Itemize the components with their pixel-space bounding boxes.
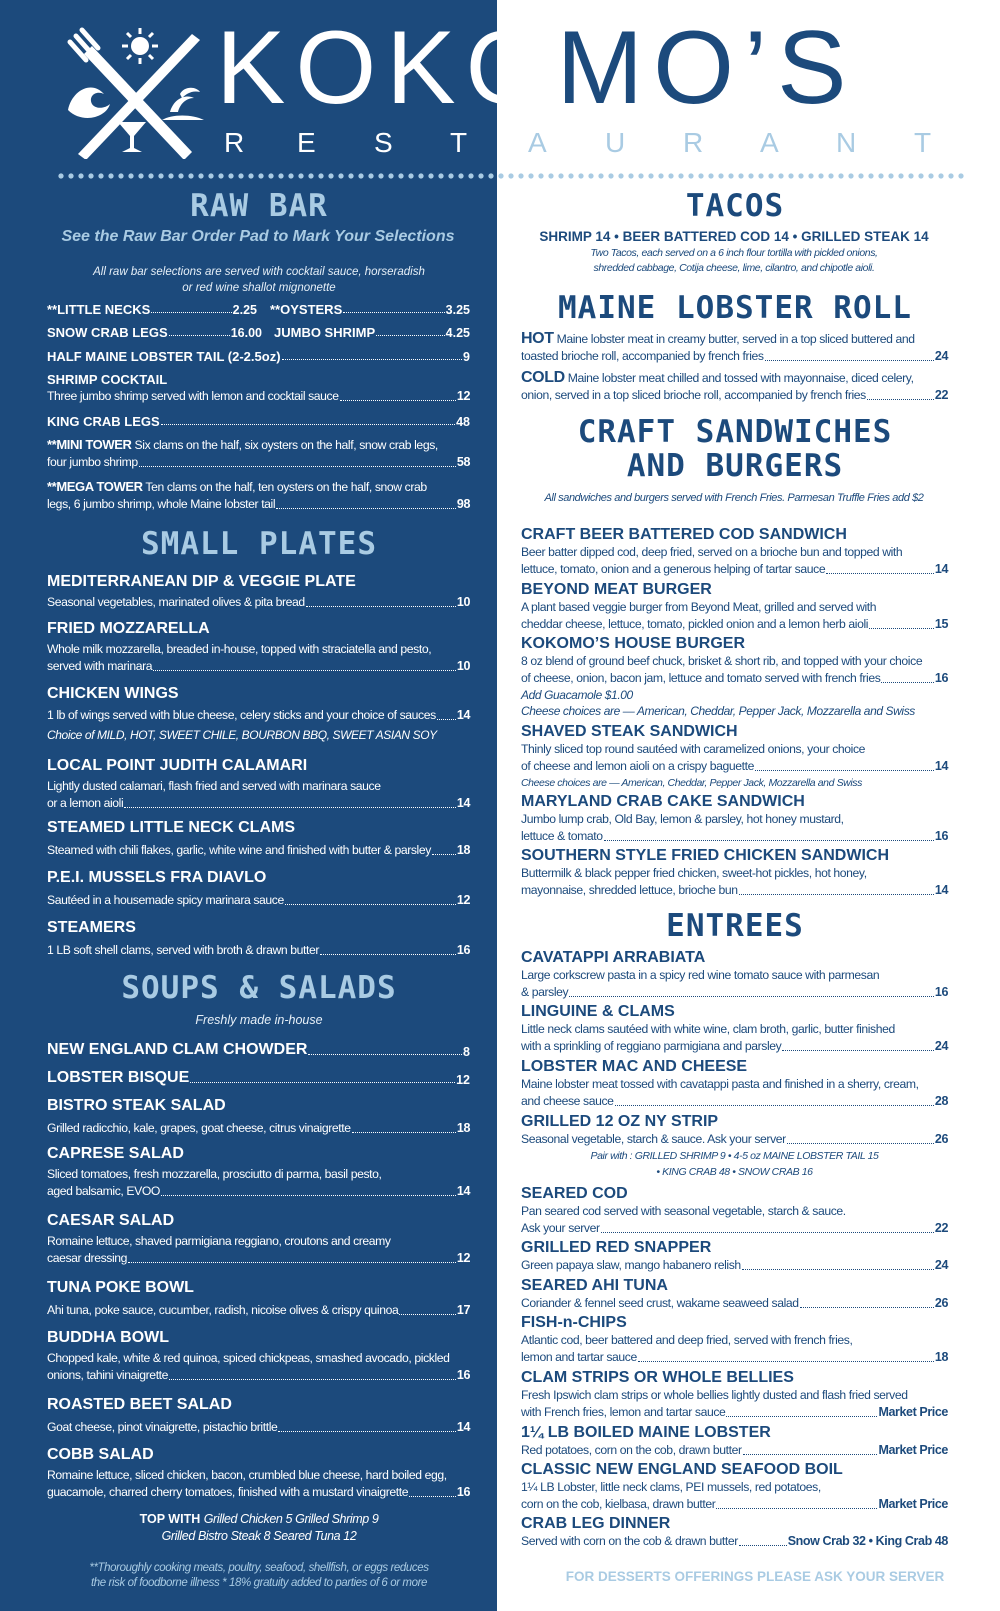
item-price: 26 xyxy=(934,1296,948,1310)
restaurant-name xyxy=(216,10,956,126)
item-description: Ask your server xyxy=(521,1221,600,1235)
item-price: 14 xyxy=(456,796,470,810)
item-description: Red potatoes, corn on the cob, drawn butter xyxy=(521,1443,742,1457)
item-description: Atlantic cod, beer battered and deep fried, served with french fries, xyxy=(521,1333,853,1347)
tacos-description-2: shredded cabbage, Cotija cheese, lime, cilantro, and chipotle aioli. xyxy=(593,262,875,274)
entree-item xyxy=(521,1514,948,1550)
raw-item-mini-tower xyxy=(47,436,470,471)
soup-salad-item xyxy=(47,1040,470,1059)
item-name: NEW ENGLAND CLAM CHOWDER xyxy=(47,1041,308,1058)
item-note: Cheese choices are — American, Cheddar, Pepper Jack, Mozzarella and Swiss xyxy=(521,704,915,718)
subtitle-letter: A xyxy=(528,127,547,158)
item-description: 1 lb of wings served with blue cheese, celery sticks and your choice of sauces xyxy=(47,708,436,722)
item-price: 28 xyxy=(934,1094,948,1108)
sandwiches-title-2: AND BURGERS xyxy=(626,448,844,484)
item-price: 12 xyxy=(456,1251,470,1265)
item-name: P.E.I. MUSSELS FRA DIAVLO xyxy=(47,869,267,886)
entree-item xyxy=(521,1112,948,1180)
entrees-title: ENTREES xyxy=(666,908,804,944)
item-note: Choice of MILD, HOT, SWEET CHILE, BOURBON BBQ, SWEET ASIAN SOY xyxy=(47,728,437,742)
item-description: lemon and tartar sauce xyxy=(521,1350,637,1364)
sandwich-item xyxy=(521,525,948,578)
item-name: BISTRO STEAK SALAD xyxy=(47,1097,226,1114)
item-price: 14 xyxy=(456,1184,470,1198)
item-description: Little neck clams sautéed with white wine, clam broth, garlic, butter finished xyxy=(521,1022,895,1036)
soup-salad-item xyxy=(47,1328,470,1384)
item-description: Ahi tuna, poke sauce, cucumber, radish, nicoise olives & crispy quinoa xyxy=(47,1303,399,1317)
item-description: Pan seared cod served with seasonal vegetable, starch & sauce. xyxy=(521,1204,846,1218)
pair-with-line-2: • KING CRAB 48 • SNOW CRAB 16 xyxy=(656,1166,813,1178)
item-price: 24 xyxy=(934,349,948,363)
item-name: KING CRAB LEGS xyxy=(47,414,160,429)
soup-salad-item xyxy=(47,1068,470,1087)
item-price: 22 xyxy=(934,388,948,402)
item-price: 10 xyxy=(456,659,470,673)
item-name: BEYOND MEAT BURGER xyxy=(521,581,712,598)
item-description: of cheese and lemon aioli on a crispy baguette xyxy=(521,759,754,773)
item-description: Ten clams on the half, ten oysters on the half, snow crab xyxy=(145,480,427,494)
item-description: Grilled radicchio, kale, grapes, goat cheese, citrus vinaigrette xyxy=(47,1121,351,1135)
small-plate-item xyxy=(47,619,470,675)
soup-salad-item xyxy=(47,1278,470,1319)
soup-salad-item xyxy=(47,1445,470,1501)
item-price: 14 xyxy=(934,562,948,576)
item-description: four jumbo shrimp xyxy=(47,455,138,469)
entree-item xyxy=(521,1238,948,1274)
item-name: SEARED COD xyxy=(521,1185,628,1202)
item-price: 14 xyxy=(456,708,470,722)
small-plate-item xyxy=(47,818,470,859)
item-name: LINGUINE & CLAMS xyxy=(521,1003,675,1020)
palm-island-icon xyxy=(162,88,204,120)
item-description: 8 oz blend of ground beef chuck, brisket & short rib, and topped with your choice xyxy=(521,654,923,668)
item-price: 48 xyxy=(456,415,470,429)
item-price: 16 xyxy=(934,671,948,685)
item-description: & parsley xyxy=(521,985,569,999)
item-price: 12 xyxy=(456,389,470,403)
small-plate-item xyxy=(47,918,470,959)
item-description: cheddar cheese, lettuce, tomato, pickled onion and a lemon herb aioli xyxy=(521,617,869,631)
item-price: 3.25 xyxy=(445,303,470,317)
item-name: BUDDHA BOWL xyxy=(47,1329,170,1346)
item-price: 8 xyxy=(463,1045,470,1059)
tacos-title: TACOS xyxy=(685,188,785,224)
entree-item xyxy=(521,1057,948,1110)
item-description: caesar dressing xyxy=(47,1251,128,1265)
drink-icon xyxy=(118,122,146,152)
sun-icon xyxy=(122,28,158,64)
subtitle-letter: R xyxy=(224,127,245,158)
item-description: Maine lobster meat tossed with cavatappi pasta and finished in a sherry, cream, xyxy=(521,1077,919,1091)
subtitle-letter: U xyxy=(605,127,626,158)
item-description: mayonnaise, shredded lettuce, brioche bun xyxy=(521,883,738,897)
item-description: Buttermilk & black pepper fried chicken, sweet-hot pickles, hot honey, xyxy=(521,866,867,880)
item-name: KOKOMO’S HOUSE BURGER xyxy=(521,635,746,652)
item-description: onion, served in a top sliced brioche roll, accompanied by french fries xyxy=(521,388,866,402)
item-price: Snow Crab 32 • King Crab 48 xyxy=(787,1534,948,1548)
raw-bar-note-2: or red wine shallot mignonette xyxy=(182,282,336,294)
item-description: Goat cheese, pinot vinaigrette, pistachio brittle xyxy=(47,1420,278,1434)
item-name: **LITTLE NECKS xyxy=(47,302,151,317)
item-name: **OYSTERS xyxy=(270,302,343,317)
item-name: 1¼ LB BOILED MAINE LOBSTER xyxy=(521,1424,771,1441)
item-description: Sliced tomatoes, fresh mozzarella, prosciutto di parma, basil pesto, xyxy=(47,1167,382,1181)
item-description: Romaine lettuce, shaved parmigiana reggiano, croutons and creamy xyxy=(47,1234,391,1248)
dotted-divider xyxy=(56,172,966,180)
food-safety-note-2: the risk of foodborne illness * 18% gratuity added to parties of 6 or more xyxy=(90,1577,428,1589)
raw-bar-subtitle: See the Raw Bar Order Pad to Mark Your Selections xyxy=(61,228,455,245)
item-price: 16 xyxy=(456,1368,470,1382)
item-price: 18 xyxy=(456,1121,470,1135)
item-name: JUMBO SHRIMP xyxy=(274,325,376,340)
item-description: A plant based veggie burger from Beyond Meat, grilled and served with xyxy=(521,600,877,614)
item-description: Thinly sliced top round sautéed with caramelized onions, your choice xyxy=(521,742,866,756)
item-name: HALF MAINE LOBSTER TAIL (2-2.5oz) xyxy=(47,349,281,364)
sandwich-item xyxy=(521,846,948,899)
item-name: STEAMERS xyxy=(47,919,136,936)
item-description: 1 LB soft shell clams, served with broth & drawn butter xyxy=(47,943,319,957)
item-name: CRAB LEG DINNER xyxy=(521,1515,671,1532)
item-description: onions, tahini vinaigrette xyxy=(47,1368,169,1382)
item-description: legs, 6 jumbo shrimp, whole Maine lobster tail xyxy=(47,497,276,511)
food-safety-note-1: **Thoroughly cooking meats, poultry, seafood, shellfish, or eggs reduces xyxy=(89,1562,429,1574)
item-name: CLASSIC NEW ENGLAND SEAFOOD BOIL xyxy=(521,1461,843,1478)
subtitle-letter: T xyxy=(914,127,932,158)
lobster-roll-hot xyxy=(521,330,948,365)
item-name: ROASTED BEET SALAD xyxy=(47,1396,232,1413)
item-note: Cheese choices are — American, Cheddar, Pepper Jack, Mozzarella and Swiss xyxy=(521,777,863,789)
item-description: Steamed with chili flakes, garlic, white wine and finished with butter & parsley xyxy=(47,843,431,857)
item-name: FISH-n-CHIPS xyxy=(521,1314,627,1331)
item-description: Maine lobster meat chilled and tossed with mayonnaise, diced celery, xyxy=(567,371,914,385)
raw-item-oysters xyxy=(270,302,470,317)
item-name: SHAVED STEAK SANDWICH xyxy=(521,723,738,740)
entree-item xyxy=(521,1313,948,1366)
item-name: SEARED AHI TUNA xyxy=(521,1277,668,1294)
small-plates-title: SMALL PLATES xyxy=(141,526,377,562)
raw-item-half-lobster xyxy=(47,349,470,364)
raw-bar-note-1: All raw bar selections are served with cocktail sauce, horseradish xyxy=(93,266,425,278)
top-with-addons xyxy=(48,1511,470,1528)
item-name: MEDITERRANEAN DIP & VEGGIE PLATE xyxy=(47,573,356,590)
item-description: Six clams on the half, six oysters on the half, snow crab legs, xyxy=(134,438,438,452)
tacos-description-1: Two Tacos, each served on a 6 inch flour tortilla with pickled onions, xyxy=(590,247,878,259)
item-description: lettuce & tomato xyxy=(521,829,603,843)
pair-with-line-1: Pair with : GRILLED SHRIMP 9 • 4-5 oz MAINE LOBSTER TAIL 15 xyxy=(590,1150,879,1162)
item-price: 98 xyxy=(456,497,470,511)
item-description: Romaine lettuce, sliced chicken, bacon, crumbled blue cheese, hard boiled egg, xyxy=(47,1468,447,1482)
item-name: GRILLED 12 OZ NY STRIP xyxy=(521,1113,719,1130)
item-name: LOBSTER BISQUE xyxy=(47,1069,190,1086)
soup-salad-item xyxy=(47,1395,470,1436)
subtitle-letter: S xyxy=(374,127,393,158)
soups-salads-title: SOUPS & SALADS xyxy=(121,970,397,1006)
sandwich-item xyxy=(521,792,948,845)
item-description: Served with corn on the cob & drawn butter xyxy=(521,1534,738,1548)
item-price: 16 xyxy=(456,943,470,957)
brand-name-left: KOKO xyxy=(216,10,557,126)
item-description: Whole milk mozzarella, breaded in-house, topped with straciatella and pesto, xyxy=(47,642,432,656)
cold-label: COLD xyxy=(521,369,565,386)
item-price: 14 xyxy=(934,883,948,897)
item-description: Chopped kale, white & red quinoa, spiced chickpeas, smashed avocado, pickled xyxy=(47,1351,450,1365)
subtitle-letter: R xyxy=(683,127,704,158)
logo xyxy=(62,24,212,159)
item-description: lettuce, tomato, onion and a generous helping of tartar sauce xyxy=(521,562,826,576)
item-description: guacamole, charred cherry tomatoes, finished with a mustard vinaigrette xyxy=(47,1485,409,1499)
top-with-line-1: Grilled Chicken 5 Grilled Shrimp 9 xyxy=(203,1512,379,1526)
soup-salad-item xyxy=(47,1211,470,1267)
small-plate-item xyxy=(47,868,470,909)
item-price: 24 xyxy=(934,1039,948,1053)
item-description: Lightly dusted calamari, flash fried and served with marinara sauce xyxy=(47,779,381,793)
item-description: aged balsamic, EVOO xyxy=(47,1184,160,1198)
item-price: 14 xyxy=(456,1420,470,1434)
restaurant-subtitle xyxy=(224,128,954,158)
item-description: Large corkscrew pasta in a spicy red wine tomato sauce with parmesan xyxy=(521,968,880,982)
small-plate-item xyxy=(47,756,470,812)
item-price: 9 xyxy=(463,350,470,364)
item-description: or a lemon aioli xyxy=(47,796,124,810)
item-name: CAESAR SALAD xyxy=(47,1212,175,1229)
item-description: Jumbo lump crab, Old Bay, lemon & parsley, hot honey mustard, xyxy=(521,812,844,826)
item-price: 22 xyxy=(934,1221,948,1235)
item-price: 24 xyxy=(934,1258,948,1272)
raw-item-king-crab xyxy=(47,414,470,429)
soups-salads-subtitle: Freshly made in-house xyxy=(195,1013,323,1027)
small-plate-item xyxy=(47,572,470,611)
entree-item xyxy=(521,1368,948,1421)
item-name: TUNA POKE BOWL xyxy=(47,1279,194,1296)
item-price: 16 xyxy=(934,985,948,999)
hot-label: HOT xyxy=(521,330,554,347)
item-description: Maine lobster meat in creamy butter, served in a top sliced buttered and xyxy=(556,332,915,346)
item-description: Seasonal vegetable, starch & sauce. Ask your server xyxy=(521,1132,786,1146)
item-description: toasted brioche roll, accompanied by french fries xyxy=(521,349,764,363)
item-price: Market Price xyxy=(878,1443,948,1457)
item-description: and cheese sauce xyxy=(521,1094,614,1108)
item-price: Market Price xyxy=(878,1497,948,1511)
item-description: Green papaya slaw, mango habanero relish xyxy=(521,1258,741,1272)
item-name: GRILLED RED SNAPPER xyxy=(521,1239,712,1256)
item-name: COBB SALAD xyxy=(47,1446,154,1463)
item-description: of cheese, onion, bacon jam, lettuce and tomato served with french fries xyxy=(521,671,881,685)
top-with-line-2: Grilled Bistro Steak 8 Seared Tuna 12 xyxy=(161,1529,357,1543)
item-name: LOBSTER MAC AND CHEESE xyxy=(521,1058,748,1075)
entree-item xyxy=(521,1276,948,1312)
item-price: 14 xyxy=(934,759,948,773)
item-price: 4.25 xyxy=(445,326,470,340)
item-description: 1¼ LB Lobster, little neck clams, PEI mussels, red potatoes, xyxy=(521,1480,821,1494)
item-price: Market Price xyxy=(878,1405,948,1419)
item-description: Seasonal vegetables, marinated olives & pita bread xyxy=(47,595,305,609)
item-price: 12 xyxy=(456,1073,470,1087)
item-price: 16 xyxy=(934,829,948,843)
sandwich-item xyxy=(521,580,948,633)
item-price: 10 xyxy=(456,595,470,609)
item-description: Three jumbo shrimp served with lemon and cocktail sauce xyxy=(47,389,339,403)
item-name: CAVATAPPI ARRABIATA xyxy=(521,949,706,966)
soup-salad-item xyxy=(47,1144,470,1200)
raw-item-jumbo-shrimp xyxy=(274,325,470,340)
raw-bar-title: RAW BAR xyxy=(190,188,328,224)
item-name: SNOW CRAB LEGS xyxy=(47,325,168,340)
item-price: 16.00 xyxy=(230,326,262,340)
subtitle-letter: T xyxy=(450,127,468,158)
item-description: with French fries, lemon and tartar sauce xyxy=(521,1405,726,1419)
item-name: STEAMED LITTLE NECK CLAMS xyxy=(47,819,295,836)
sandwich-item xyxy=(521,722,948,791)
sandwich-item xyxy=(521,634,948,719)
lobster-roll-title: MAINE LOBSTER ROLL xyxy=(558,290,912,326)
raw-item-mega-tower xyxy=(47,478,470,513)
item-name: MARYLAND CRAB CAKE SANDWICH xyxy=(521,793,805,810)
item-note: Add Guacamole $1.00 xyxy=(521,688,633,702)
item-name: FRIED MOZZARELLA xyxy=(47,620,210,637)
entree-item xyxy=(521,1460,948,1513)
item-name: **MINI TOWER xyxy=(47,437,132,452)
item-price: 15 xyxy=(934,617,948,631)
wave-icon xyxy=(68,87,110,117)
tacos-options: SHRIMP 14 • BEER BATTERED COD 14 • GRILLED STEAK 14 xyxy=(539,229,929,244)
item-description: Fresh Ipswich clam strips or whole bellies lightly dusted and flash fried served xyxy=(521,1388,908,1402)
small-plate-item xyxy=(47,684,470,743)
sandwiches-title-1: CRAFT SANDWICHES xyxy=(577,414,893,450)
item-price: 18 xyxy=(456,843,470,857)
item-name: CRAFT BEER BATTERED COD SANDWICH xyxy=(521,526,847,543)
item-name: CAPRESE SALAD xyxy=(47,1145,184,1162)
raw-item-little-necks xyxy=(47,302,257,317)
entree-item xyxy=(521,1184,948,1237)
item-name: SHRIMP COCKTAIL xyxy=(47,372,168,387)
item-price: 2.25 xyxy=(232,303,257,317)
item-price: 18 xyxy=(934,1350,948,1364)
top-with-label: TOP WITH xyxy=(139,1512,201,1526)
raw-item-shrimp-cocktail xyxy=(47,372,470,405)
raw-item-snow-crab xyxy=(47,325,262,340)
item-price: 12 xyxy=(456,893,470,907)
sandwiches-note: All sandwiches and burgers served with French Fries. Parmesan Truffle Fries add $2 xyxy=(544,492,924,504)
subtitle-letter: E xyxy=(297,127,316,158)
entree-item xyxy=(521,1002,948,1055)
subtitle-letter: N xyxy=(836,127,857,158)
dessert-footer: FOR DESSERTS OFFERINGS PLEASE ASK YOUR SERVER xyxy=(565,1569,945,1584)
item-name: CLAM STRIPS OR WHOLE BELLIES xyxy=(521,1369,794,1386)
item-name: **MEGA TOWER xyxy=(47,479,143,494)
item-description: corn on the cob, kielbasa, drawn butter xyxy=(521,1497,716,1511)
item-description: with a sprinkling of reggiano parmigiana and parsley xyxy=(521,1039,782,1053)
item-description: Sautéed in a housemade spicy marinara sauce xyxy=(47,893,284,907)
item-price: 26 xyxy=(934,1132,948,1146)
brand-name-right: MO’S xyxy=(556,10,857,126)
item-description: Beer batter dipped cod, deep fried, served on a brioche bun and topped with xyxy=(521,545,903,559)
item-price: 17 xyxy=(456,1303,470,1317)
item-description: Coriander & fennel seed crust, wakame seaweed salad xyxy=(521,1296,799,1310)
item-name: CHICKEN WINGS xyxy=(47,685,179,702)
item-description: served with marinara xyxy=(47,659,153,673)
lobster-roll-cold xyxy=(521,369,948,404)
entree-item xyxy=(521,948,948,1001)
item-price: 58 xyxy=(456,455,470,469)
item-name: SOUTHERN STYLE FRIED CHICKEN SANDWICH xyxy=(521,847,890,864)
entree-item xyxy=(521,1423,948,1459)
subtitle-letter: A xyxy=(760,127,779,158)
item-name: LOCAL POINT JUDITH CALAMARI xyxy=(47,757,308,774)
soup-salad-item xyxy=(47,1096,470,1137)
item-price: 16 xyxy=(456,1485,470,1499)
